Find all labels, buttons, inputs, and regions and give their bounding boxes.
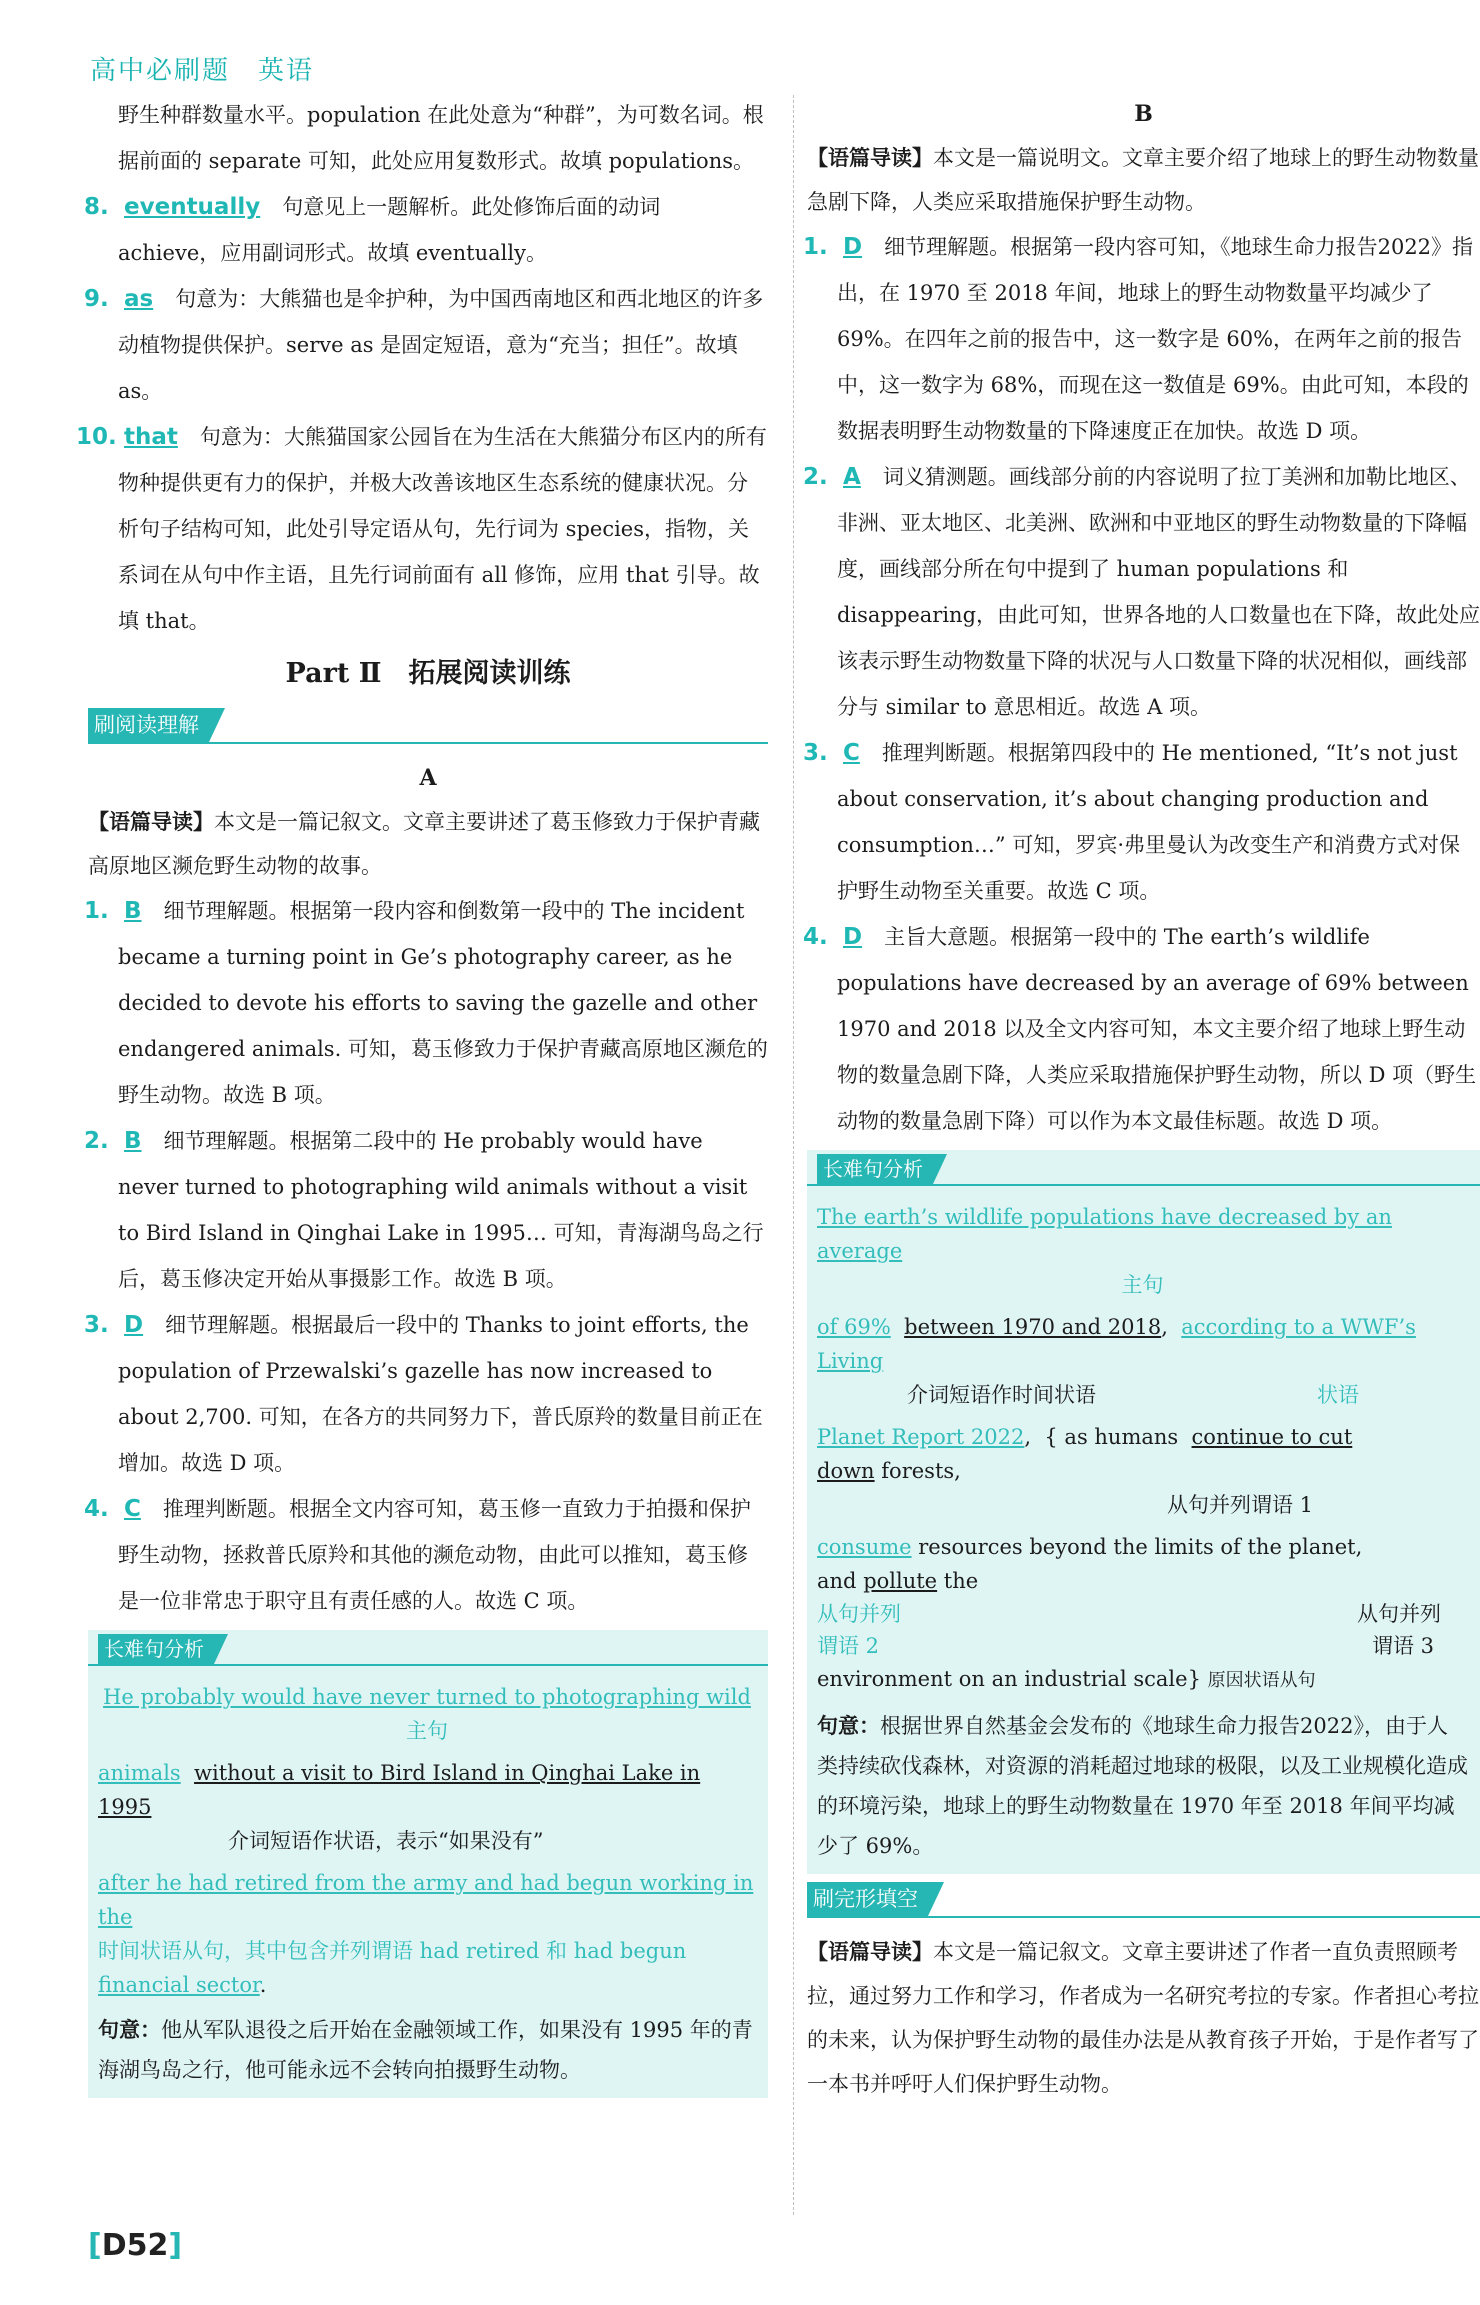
sentence-analysis-box: 长难句分析 The earth’s wildlife populations have decreased by an average 主句 of 69% between 1970 and 2018, according to a WWF’s Living 介词短语作时间状语 状语 Planet Report 2022, { as humans continue to cut down forests, 从句并列谓语 1 consume resources beyond the limits of the planet, and pollute the 从句并列 谓语 2 从句并列 谓语 3 environment on an industrial scale} 原因状语从句 句意：根据世界自然基金会发布的《地球生命力报告2022》，由于人类持续砍伐森林，对资源的消耗超过地球的极限，以及工业规模化造成的环境污染，地球上的野生动物数量在 1970 年至 2018 年间平均减少了 69%。 — [807, 1150, 1480, 1874]
answer-item: 3. D 细节理解题。根据最后一段中的 Thanks to joint efforts, the population of Przewalski’s gazelle has now increased to about 2,700. 可知，在各方的共同努力下，普氏原羚的数量目前正在增加。故选 D 项。 — [84, 1312, 763, 1475]
passage-guide: 【语篇导读】本文是一篇说明文。文章主要介绍了地球上的野生动物数量急剧下降，人类应采取措施保护野生动物。 — [807, 145, 1479, 214]
answer-item: 4. D 主旨大意题。根据第一段中的 The earth’s wildlife populations have decreased by an average of 69% between 1970 and 2018 以及全文内容可知，本文主要介绍了地球上野生动物的数量急剧下降，人类应采取措施保护野生动物，所以 D 项（野生动物的数量急剧下降）可以作为本文最佳标题。故选 D 项。 — [803, 924, 1477, 1133]
passage-guide: 【语篇导读】本文是一篇记叙文。文章主要讲述了葛玉修致力于保护青藏高原地区濒危野生动物的故事。 — [88, 809, 760, 878]
answer-key: D — [124, 1312, 144, 1338]
analysis-note: 从句并列 — [817, 1602, 901, 1626]
analysis-tag: 长难句分析 — [98, 1634, 214, 1664]
part-title: Part Ⅱ 拓展阅读训练 — [285, 658, 571, 689]
analysis-clause-end: financial sector — [98, 1973, 260, 1997]
answer-key: D — [843, 234, 863, 260]
answer-key: C — [124, 1496, 141, 1522]
answer-key: as — [124, 286, 154, 312]
answer-item: 2. B 细节理解题。根据第二段中的 He probably would have never turned to photographing wild animals without a visit to Bird Island in Qinghai Lake in 1995… 可知，青海湖鸟岛之行后，葛玉修决定开始从事摄影工作。故选 B 项。 — [84, 1128, 764, 1291]
analysis-word: animals — [98, 1761, 181, 1785]
answer-list-b — [84, 888, 768, 1624]
analysis-translation: 句意：根据世界自然基金会发布的《地球生命力报告2022》，由于人类持续砍伐森林，对资源的消耗超过地球的极限，以及工业规模化造成的环境污染，地球上的野生动物数量在 1970 年至 2018 年间平均减少了 69%。 — [817, 1713, 1468, 1858]
answer-item: 9. as 句意为：大熊猫也是伞护种，为中国西南地区和西北地区的许多动植物提供保护。serve as 是固定短语，意为“充当；担任”。故填 as。 — [84, 286, 764, 403]
column-divider — [793, 95, 794, 2215]
answer-key: C — [843, 740, 860, 766]
analysis-adverbial: according to a WWF’s Living — [817, 1315, 1416, 1373]
continued-paragraph: 野生种群数量水平。population 在此处意为“种群”，为可数名词。根据前面的 separate 可知，此处应用复数形式。故填 populations。 — [118, 103, 764, 173]
left-column — [76, 92, 768, 2098]
passage-letter: B — [1134, 101, 1153, 127]
section-header — [807, 1882, 1480, 1918]
answer-item: 8. eventually 句意见上一题解析。此处修饰后面的动词 achieve，应用副词形式。故填 eventually。 — [84, 194, 661, 265]
analysis-note: 原因状语从句 — [1207, 1670, 1316, 1691]
answer-key: B — [124, 1128, 142, 1154]
section-tag: 刷完形填空 — [807, 1882, 928, 1916]
answer-list-a — [76, 184, 768, 644]
page-number: [D52] — [88, 2228, 183, 2263]
analysis-translation: 句意：他从军队退役之后开始在金融领域工作，如果没有 1995 年的青海湖鸟岛之行，他可能永远不会转向拍摄野生动物。 — [98, 2017, 753, 2082]
analysis-note: 从句并列谓语 1 — [1167, 1493, 1314, 1517]
answer-list-c — [803, 224, 1480, 1144]
analysis-note: 介词短语作状语，表示“如果没有” — [228, 1829, 544, 1853]
answer-item: 1. D 细节理解题。根据第一段内容可知，《地球生命力报告2022》指出，在 1970 至 2018 年间，地球上的野生动物数量平均减少了 69%。在四年之前的报告中，这一数字是 60%，在两年之前的报告中，这一数字为 68%，而现在这一数值是 69%。由此可知，本段的数据表明野生动物数量的下降速度正在加快。故选 D 项。 — [803, 234, 1474, 443]
answer-item: 4. C 推理判断题。根据全文内容可知，葛玉修一直致力于拍摄和保护野生动物，拯救普氏原羚和其他的濒危动物，由此可以推知，葛玉修是一位非常忠于职守且有责任感的人。故选 C 项。 — [84, 1496, 751, 1613]
answer-key: that — [124, 424, 178, 450]
analysis-note: 从句并列 — [1357, 1602, 1441, 1626]
analysis-main-clause: The earth’s wildlife populations have decreased by an average — [817, 1205, 1392, 1263]
answer-item: 1. B 细节理解题。根据第一段内容和倒数第一段中的 The incident became a turning point in Ge’s photography career, as he decided to devote his efforts to saving the gazelle and other endangered animals. 可知，葛玉修致力于保护青藏高原地区濒危的野生动物。故选 B 项。 — [84, 898, 768, 1107]
answer-key: D — [843, 924, 863, 950]
analysis-predicate: continue to cut down — [817, 1425, 1353, 1483]
answer-key: A — [843, 464, 861, 490]
answer-key: eventually — [124, 194, 261, 220]
analysis-phrase: without a visit to Bird Island in Qinghai Lake in 1995 — [98, 1761, 701, 1819]
answer-item: 10. that 句意为：大熊猫国家公园旨在为生活在大熊猫分布区内的所有物种提供更有力的保护，并极大改善该地区生态系统的健康状况。分析句子结构可知，此处引导定语从句，先行词为 species，指物，关系词在从句中作主语，且先行词前面有 all 修饰，应用 that 引导。故填 that。 — [76, 424, 767, 633]
analysis-note: 主句 — [1121, 1273, 1164, 1297]
sentence-analysis-box: 长难句分析 He probably would have never turned to photographing wild 主句 animals without a visit to Bird Island in Qinghai Lake in 1995 介词短语作状语，表示“如果没有” after he had retired from the army and had begun working in the 时间状语从句，其中包含并列谓语 had retired 和 had begun financial sector. 句意：他从军队退役之后开始在金融领域工作，如果没有 1995 年的青海湖鸟岛之行，他可能永远不会转向拍摄野生动物。 — [88, 1630, 768, 2098]
right-column — [803, 92, 1480, 2106]
answer-item: 2. A 词义猜测题。画线部分前的内容说明了拉丁美洲和加勒比地区、非洲、亚太地区、北美洲、欧洲和中亚地区的野生动物数量的下降幅度，画线部分所在句中提到了 human populations 和 disappearing，由此可知，世界各地的人口数量也在下降，故此处应该表示野生动物数量下降的状况与人口数量下降的状况相似，画线部分与 similar to 意思相近。故选 A 项。 — [803, 464, 1480, 719]
answer-item: 3. C 推理判断题。根据第四段中的 He mentioned, “It’s not just about conservation, it’s about changing production and consumption…” 可知，罗宾·弗里曼认为改变生产和消费方式对保护野生动物至关重要。故选 C 项。 — [803, 740, 1460, 903]
analysis-tag: 长难句分析 — [817, 1154, 933, 1184]
analysis-note: 状语 — [1317, 1383, 1359, 1407]
section-header — [88, 708, 768, 744]
analysis-note: 介词短语作时间状语 — [907, 1383, 1096, 1407]
analysis-note: 谓语 3 — [1372, 1634, 1435, 1658]
answer-key: B — [124, 898, 142, 924]
analysis-note: 主句 — [406, 1719, 448, 1743]
analysis-note: 时间状语从句，其中包含并列谓语 had retired 和 had begun — [98, 1939, 687, 1963]
analysis-phrase: between 1970 and 2018 — [904, 1315, 1162, 1339]
running-header: 高中必刷题 英语 — [90, 56, 315, 86]
analysis-clause: after he had retired from the army and had begun working in the — [98, 1871, 754, 1929]
analysis-note: 谓语 2 — [817, 1634, 880, 1658]
analysis-main-clause: He probably would have never turned to photographing wild — [103, 1685, 751, 1709]
passage-guide: 【语篇导读】本文是一篇记叙文。文章主要讲述了作者一直负责照顾考拉，通过努力工作和学习，作者成为一名研究考拉的专家。作者担心考拉的未来，认为保护野生动物的最佳办法是从教育孩子开始，于是作者写了一本书并呼吁人们保护野生动物。 — [807, 1939, 1479, 2096]
section-tag: 刷阅读理解 — [88, 708, 209, 742]
passage-letter: A — [419, 765, 437, 791]
